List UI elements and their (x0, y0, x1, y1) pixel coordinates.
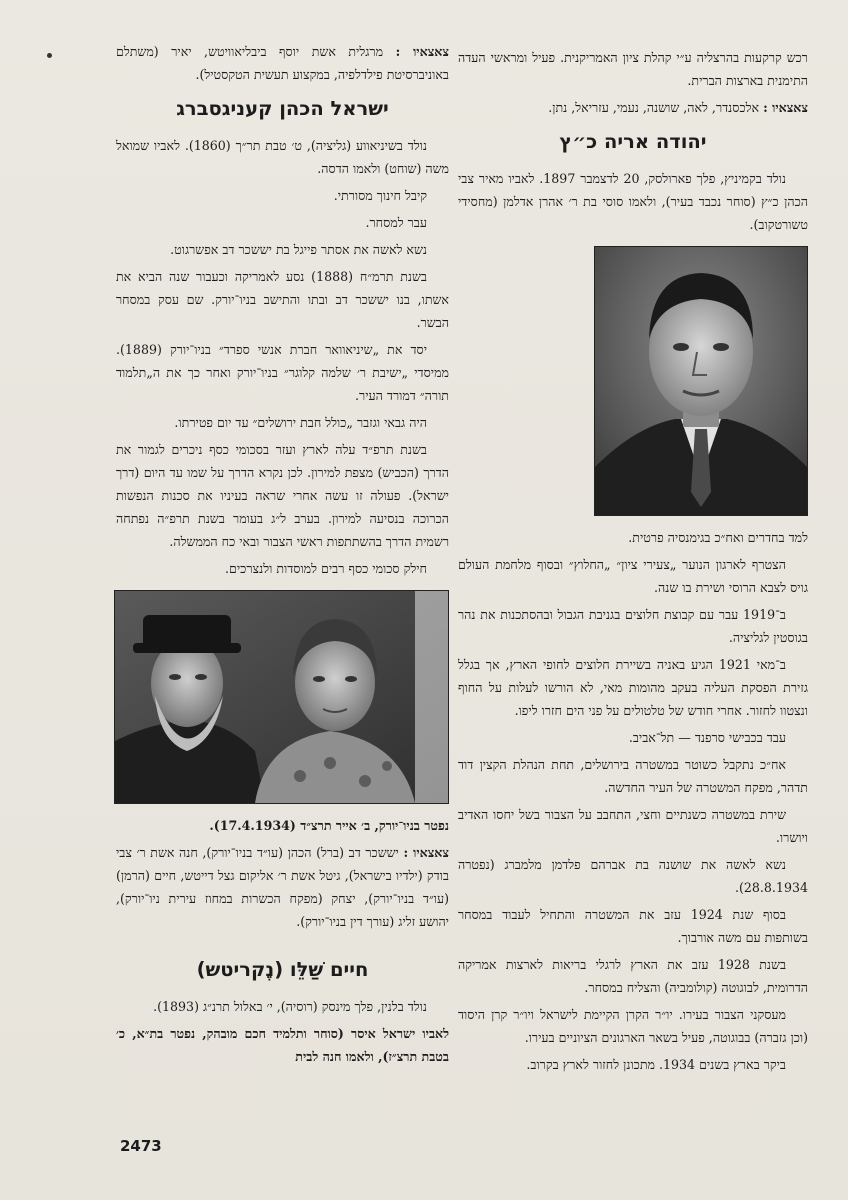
descendants-text: מרגלית אשת יוסף ביבליאוויטש, יאיר (משתלם באוניברסיטת פילדלפיה, במקצוע תעשית הטקסטיל). (116, 44, 449, 82)
couple-photo (114, 590, 449, 804)
bio-paragraph: עבד בכבישי סרפנד — תל־אביב. (628, 730, 786, 745)
bio-paragraph: מעסקני הצבור בעירו. יו״ר הקרן הקיימת לישראל ויו״ר קרן היסוד (וכן גזברה) בבוגוטה, פעיל בשאר הארגונים הציוניים בעירו. (458, 1007, 808, 1045)
bio-paragraph: היה גבאי וגזבר „כולל חבת ירושלים״ עד יום פטירתו. (174, 415, 427, 430)
descendants-label: צאצאיו : (763, 100, 808, 115)
descendants-label: צאצאיו : (395, 44, 449, 59)
bio-paragraph: למד בחדרים ואח״כ בגימנסיה פרטית. (628, 530, 808, 545)
bio-paragraph: נולד בלנין, פלך מינסק (רוסיה), י׳ באלול תרנ״ג (1893). (153, 999, 427, 1014)
portrait-man-image (595, 247, 807, 515)
bio-paragraph: בסוף שנת 1924 עזב את המשטרה והתחיל לעבוד במסחר בשותפות עם משה אורבוך. (458, 907, 808, 945)
bio-paragraph: יסד את „שיניאוואר חברת אנשי ספרד״ בניו־יורק (1889). ממיסדי „ישיבת ר׳ שלמה קלוגר״ בניו־יורק ואחר כך את ה„תלמוד תורה״ דמורד העיר. (116, 342, 449, 403)
biography-title: חיים שַׁלֵּו (נֶקריטש) (196, 958, 369, 981)
bio-paragraph: שירת במשטרה כשנתיים וחצי, התחבב על הצבור בשל יחסו האדיב ויושרו. (458, 807, 808, 845)
bio-paragraph: ביקר בארץ בשנים 1934. מתכונן לחזור לארץ בקרוב. (526, 1057, 786, 1072)
bio-paragraph: בשנת תרפ״ד עלה לארץ ועזר בסכומי כסף ניכרים לגמור את הדרך (הכביש) מצפת למירון. לכן נקרא הדרך על שמו עד היום (דרך ישראל). פעולה זו עשה אחרי שראה בעיניו את סכנות הנפשות הכרוכה בנסיעה למירון. בערב ל״ג בעומר בשנת תרפ״ה נפתחה רשמית הדרך בהשתתפות ראשי הצבור ובאי כח הממשלה. (116, 442, 449, 549)
bio-paragraph: ב־מאי 1921 הגיע באניה בשיירת חלוצים לחופי הארץ, אך בגלל גזירת הפסקת העליה בעקב מהומות מאי, לא הורשו לעלות על החוף ונצטוו לחזור. אחרי חודש של טלטולים על פני הים חזרו ליפו. (458, 657, 808, 718)
bio-paragraph: חילק סכומי כסף רבים למוסדות ולנצרכים. (225, 561, 427, 576)
right-column (458, 46, 808, 1080)
bio-paragraph: נשא לאשה את אסתר פייגל בת יששכר דב אפשרגוט. (170, 242, 427, 257)
top-descendants (116, 40, 449, 86)
intro-paragraph: רכש קרקעות בהרצליה ע״י קהלת ציון האמריקנית. פעיל ומראשי העדה התימנית בארצות הברית. (458, 50, 808, 88)
bio-paragraph: נשא לאשה את שושנה בת אברהם פלדמן מלמברג (נפטרה 28.8.1934). (458, 857, 808, 895)
descendants-paragraph (116, 841, 449, 933)
descendants-label: צאצאיו : (403, 845, 449, 860)
bio-paragraph: הצטרף לארגון הנוער „צעירי ציון״ „החלוץ״ ובסוף מלחמת העולם גויס לצבא הרוסי ושירת בו שנה. (458, 557, 808, 595)
descendants-text: אלכסנדר, לאה, שושנה, נעמי, עזריאל, נתן. (548, 100, 760, 115)
bio-paragraph: עבר למסחר. (365, 215, 427, 230)
bio-paragraph: ב־1919 עבר עם קבוצת חלוצים בגניבת הגבול ובהסתכנות את נהר בגוסטין לגליציה. (458, 607, 808, 645)
bio-paragraph: בשנת תרמ״ח (1888) נסע לאמריקה וכעבור שנה הביא את אשתו, בנו יששכר דב ובתו והתישב בניו־יורק. שם עסק במסחר הבשר. (116, 269, 449, 330)
bio-paragraph: קיבל חינוך מסורתי. (333, 188, 427, 203)
portrait-photo (594, 246, 808, 516)
biography-title: ישראל הכהן קעניגסברג (176, 97, 389, 120)
bio-paragraph: אח״כ נתקבל כשוטר במשטרה בירושלים, תחת הנהלת הקצין דוד תדהר, מפקח המשטרה של העיר החדשה. (458, 757, 808, 795)
descendants-text: יששכר דב (ברל) הכהן (עו״ד בניו־יורק), חנה אשת ר׳ צבי בודק (ילדיו בישראל), גיטל אשת ר׳ אליקום גצל דייטש, חיים (הרמן) (עו״ד בניו־יורק), יצחק (מפקח הכשרות במחוז עירית ניו־יורק), יהושע זליג (עורך דין בניו־יורק). (116, 845, 449, 929)
intro-descendants (458, 96, 808, 119)
portrait-couple-image (115, 591, 448, 803)
bio-paragraph: לאביו ישראל איסר (סוחר ותלמיד חכם מובהק, נפטר בת״א, כ׳ בטבת תרצ״ז), ולאמו חנה לבית (116, 1026, 449, 1064)
biography-title: יהודה אריה כ״ץ (559, 130, 707, 153)
bio-paragraph: בשנת 1928 עזב את הארץ לרגלי בריאות לארצות אמריקה הדרומית, לבוגוטה (קולומביה) והצליח במסחר. (458, 957, 808, 995)
page-mark (47, 53, 52, 58)
bio-paragraph: נולד בשיניאווע (גליציה), ט׳ טבת תר״ך (1860). לאביו שמואל משה (שוחט) ולאמו הדסה. (116, 138, 449, 176)
death-line: נפטר בניו־יורק, ב׳ אייר תרצ״ד (17.4.1934). (209, 818, 449, 833)
left-column (116, 40, 449, 1072)
bio-paragraph: נולד בקמיניץ, פלך פארולסק, 20 לדצמבר 1897. לאביו מאיר צבי הכהן כ״ץ (סוחר נכבד בעיר), ולאמו סוסי בת ר׳ אהרן אדלמן (מחסידי טשורטקוב). (458, 171, 808, 232)
page-number: 2473 (120, 1137, 162, 1155)
